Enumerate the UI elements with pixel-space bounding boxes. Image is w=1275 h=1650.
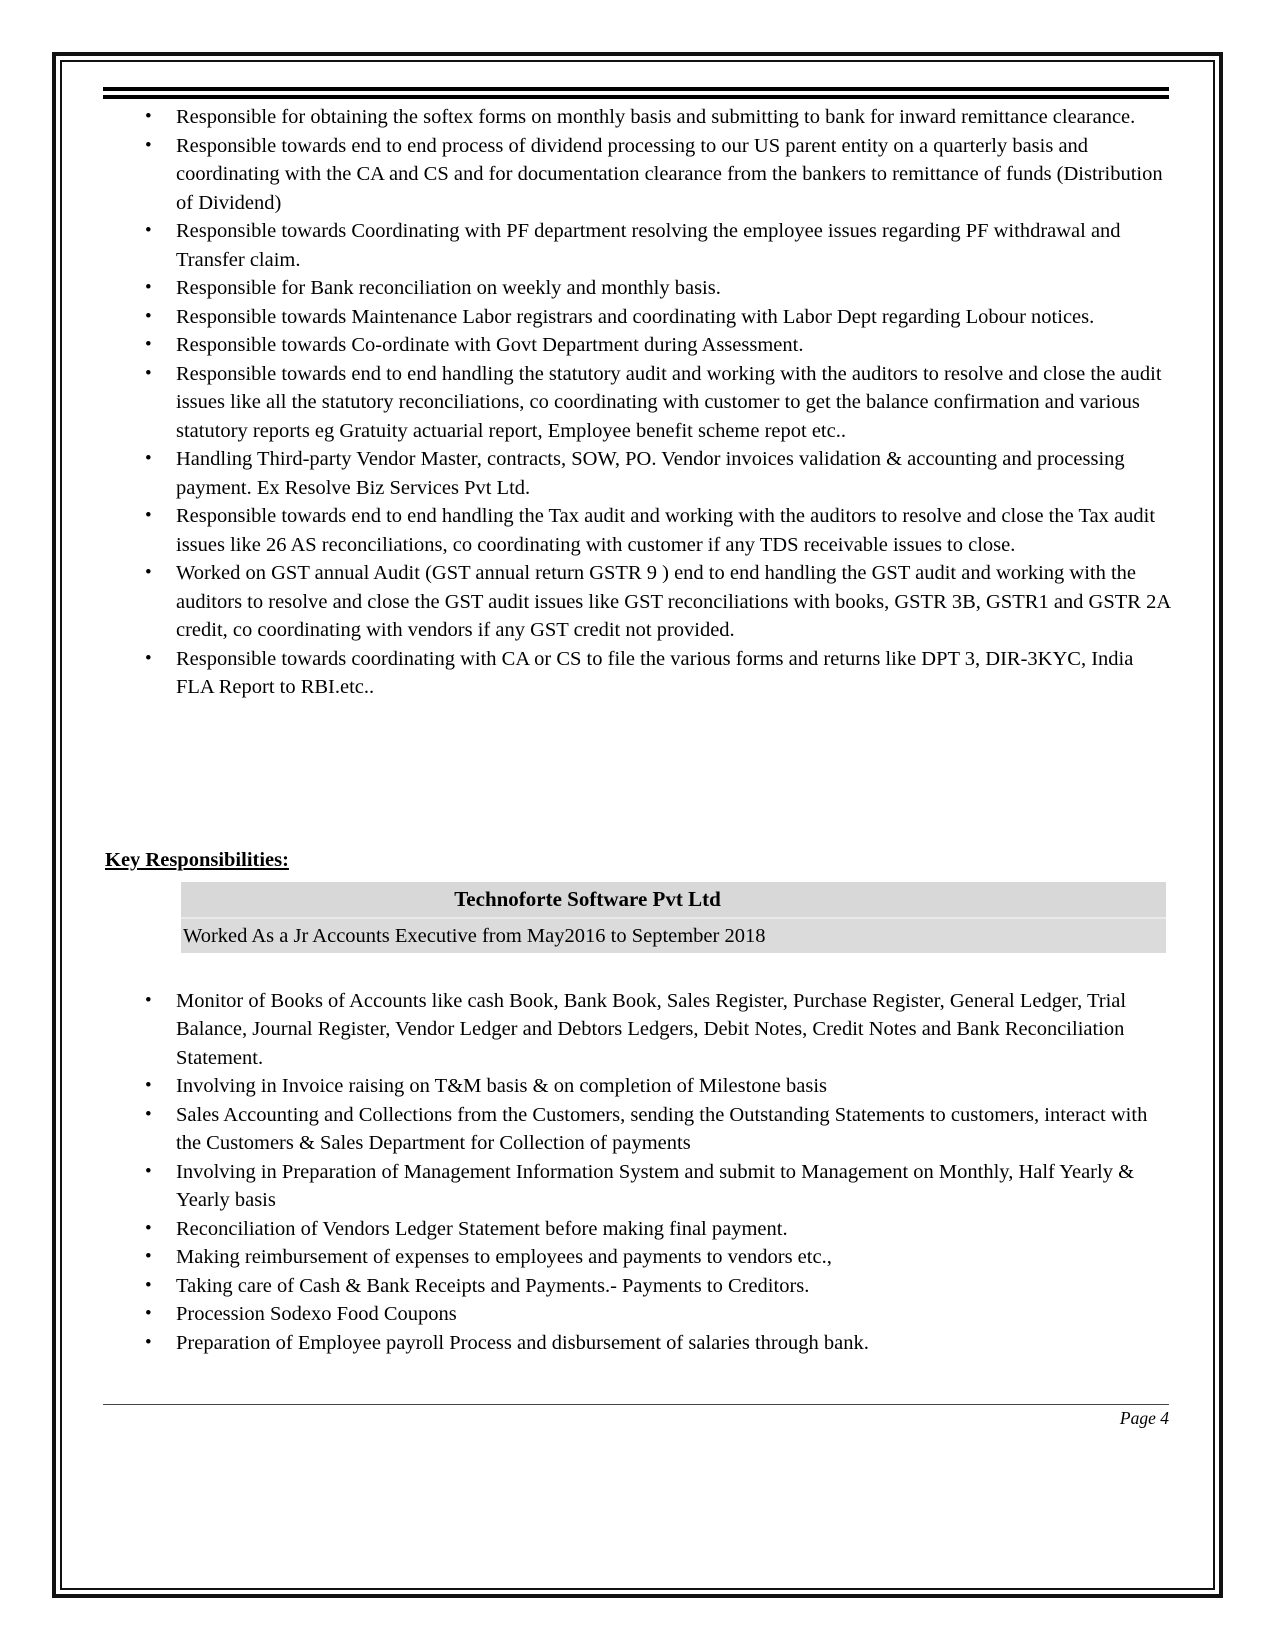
bullet-icon: • [145,1331,152,1353]
list-item-text: Preparation of Employee payroll Process and disbursement of salaries through bank. [176,1331,869,1354]
list-item-text: Responsible towards Co-ordinate with Govt Department during Assessment. [176,334,804,356]
list-item [101,1243,1171,1272]
list-item [101,303,1171,332]
list-item-text: Involving in Preparation of Management Information System and submit to Management on Monthly, Half Yearly & Yearly basis [176,1160,1135,1211]
list-item [101,1072,1171,1101]
bullet-icon: • [145,134,152,156]
list-item [101,360,1171,446]
bullet-icon: • [145,1160,152,1182]
header-double-rule [103,87,1169,99]
bullet-icon: • [145,362,152,384]
bullet-icon: • [145,1246,152,1267]
bullet-icon: • [145,1274,152,1296]
responsibilities-list-lower [101,987,1171,1358]
list-item-text: Procession Sodexo Food Coupons [176,1303,457,1325]
list-item-text: Responsible towards end to end handling the statutory audit and working with the auditors to resolve and close the audit issues like all the statutory reconciliations, co coordinating with customer to get the balance confirmation and various statutory reports eg Gratuity actuarial report, Employee benefit scheme repot etc.. [176,362,1162,442]
bullet-icon: • [145,448,152,469]
list-item [101,987,1171,1073]
bullet-icon: • [145,277,152,298]
list-item-text: Responsible for obtaining the softex forms on monthly basis and submitting to bank for inward remittance clearance. [176,106,1136,128]
employer-tenure: Worked As a Jr Accounts Executive from May2016 to September 2018 [181,917,1166,953]
list-item-text: Reconciliation of Vendors Ledger Statement before making final payment. [176,1217,788,1240]
page-border-inner [60,60,1215,1590]
list-item [101,103,1171,132]
list-item-text: Worked on GST annual Audit (GST annual return GSTR 9 ) end to end handling the GST audit and working with the auditors to resolve and close the GST audit issues like GST reconciliations with books, GSTR 3B, GSTR1 and GSTR 2A credit, co coordinating with vendors if any GST credit not provided. [176,562,1170,641]
bullet-icon: • [145,106,152,127]
list-item-text: Responsible towards Coordinating with PF department resolving the employee issues regarding PF withdrawal and Transfer claim. [176,220,1121,271]
list-item-text: Handling Third-party Vendor Master, contracts, SOW, PO. Vendor invoices validation & accounting and processing payment. Ex Resolve Biz Services Pvt Ltd. [176,448,1125,499]
list-item [101,1272,1171,1301]
list-item [101,559,1171,645]
list-item-text: Making reimbursement of expenses to employees and payments to vendors etc., [176,1246,832,1268]
list-item [101,1101,1171,1158]
bullet-icon: • [145,1103,152,1125]
list-item [101,1215,1171,1244]
list-item [101,331,1171,360]
bullet-icon: • [145,334,152,355]
list-item-text: Responsible for Bank reconciliation on weekly and monthly basis. [176,277,721,299]
bullet-icon: • [145,305,152,327]
page-footer [101,1404,1171,1431]
page-border-outer [52,52,1223,1598]
list-item-text: Responsible towards Maintenance Labor registrars and coordinating with Labor Dept regarding Lobour notices. [176,305,1095,328]
list-item [101,502,1171,559]
list-item-text: Responsible towards end to end process of dividend processing to our US parent entity on a quarterly basis and coordinating with the CA and CS and for documentation clearance from the bankers to remittance of funds (Distribution of Dividend) [176,134,1163,214]
list-item-text: Monitor of Books of Accounts like cash Book, Bank Book, Sales Register, Purchase Register, General Ledger, Trial Balance, Journal Register, Vendor Ledger and Debtors Ledgers, Debit Notes, Credit Notes and Bank Reconciliation Statement. [176,989,1127,1069]
list-item [101,217,1171,274]
bullet-icon: • [145,1075,152,1096]
bullet-icon: • [145,562,152,583]
employer-name: Technoforte Software Pvt Ltd [181,882,1166,917]
list-item-text: Taking care of Cash & Bank Receipts and Payments.- Payments to Creditors. [176,1274,810,1297]
list-item [101,445,1171,502]
list-item [101,645,1171,702]
bullet-icon: • [145,505,152,526]
bullet-icon: • [145,1217,152,1239]
key-responsibilities-heading: Key Responsibilities: [105,848,289,871]
responsibilities-list-upper [101,103,1171,702]
list-item-text: Sales Accounting and Collections from the Customers, sending the Outstanding Statements to customers, interact with the Customers & Sales Department for Collection of payments [176,1103,1148,1154]
list-item [101,1300,1171,1329]
employer-banner [181,882,1166,953]
page-content [62,62,1213,1588]
list-item-text: Responsible towards coordinating with CA or CS to file the various forms and returns like DPT 3, DIR-3KYC, India FLA Report to RBI.etc.. [176,647,1134,698]
bullet-icon: • [145,989,152,1011]
list-item [101,1158,1171,1215]
list-item-text: Responsible towards end to end handling the Tax audit and working with the auditors to resolve and close the Tax audit issues like 26 AS reconciliations, co coordinating with customer if any TDS receivable issues to close. [176,505,1156,556]
list-item [101,274,1171,303]
bullet-icon: • [145,1303,152,1324]
page-number: Page 4 [1119,1408,1169,1428]
bullet-icon: • [145,647,152,669]
list-item [101,132,1171,218]
bullet-icon: • [145,220,152,241]
list-item-text: Involving in Invoice raising on T&M basis & on completion of Milestone basis [176,1075,827,1097]
list-item [101,1329,1171,1358]
